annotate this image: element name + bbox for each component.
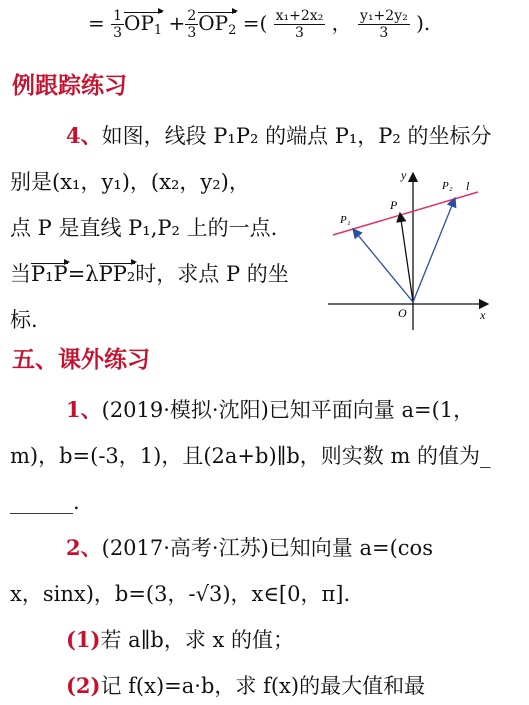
vector-op1: $OP_1$ [124,11,162,43]
problem4-line5: 标. [10,308,38,332]
problem4-line4: 当P₁P=λPP₂时，求点 P 的坐 [10,262,289,286]
section-heading-exercises: 五、课外练习 [12,346,150,373]
exercise2-line1: 2、(2017·高考·江苏)已知向量 a=(cos [66,535,433,560]
fraction-x-coord: $\frac{\text{x₁+2x₂}}{3}$ [275,8,324,41]
vector-pp2: PP₂ [98,262,136,286]
exercise2-number: 2、 [66,535,102,560]
fraction-1-3: $\frac{1}{3}$ [113,8,123,41]
exercise1-line1: 1、(2019·模拟·沈阳)已知平面向量 a=(1， [66,397,475,422]
formula-close: ). [416,11,431,35]
formula-eq: = [88,11,105,35]
exercise2-part1: (1)若 a∥b，求 x 的值； [66,627,295,652]
formula-eq2: =( [242,11,268,35]
part2-number: (2) [66,673,101,698]
label-x: x [480,308,486,322]
problem4-line1: 4、如图，线段 P₁P₂ 的端点 P₁，P₂ 的坐标分 [66,123,492,148]
exercise2-part2: (2)记 f(x)=a·b，求 f(x)的最大值和最 [66,673,426,698]
label-y: y [401,168,407,182]
formula-plus: + [168,11,186,35]
vector-op2-arrow [413,198,455,302]
problem4-line3: 点 P 是直线 P₁,P₂ 上的一点. [10,216,278,240]
vector-op2: $OP_2$ [198,11,236,43]
vector-p1p: P₁P [31,262,68,286]
label-origin: O [398,306,407,320]
label-p: P [390,198,398,212]
line-l [333,192,478,235]
problem4-number: 4、 [66,123,102,148]
label-p1: P₁ [340,214,351,226]
exercise1-number: 1、 [66,397,102,422]
formula-top [88,8,430,43]
coordinate-figure [318,165,498,335]
formula-comma: ， [331,11,352,35]
part1-number: (1) [66,627,101,652]
label-l: l [466,179,470,193]
label-p2: P₂ [442,180,453,192]
exercise1-line3: ______. [10,490,80,514]
section-heading-practice: 例跟踪练习 [12,72,127,99]
problem4-line2: 别是(x₁，y₁)，(x₂，y₂)， [10,170,250,194]
fraction-2-3: $\frac{2}{3}$ [187,8,197,41]
fraction-y-coord: $\frac{\text{y₁+2y₂}}{3}$ [360,8,408,41]
exercise2-line2: x，sinx)，b=(3，-√3)，x∈[0，π]. [10,582,351,606]
exercise1-line2: m)，b=(-3，1)，且(2a+b)∥b，则实数 m 的值为_ [10,444,491,468]
